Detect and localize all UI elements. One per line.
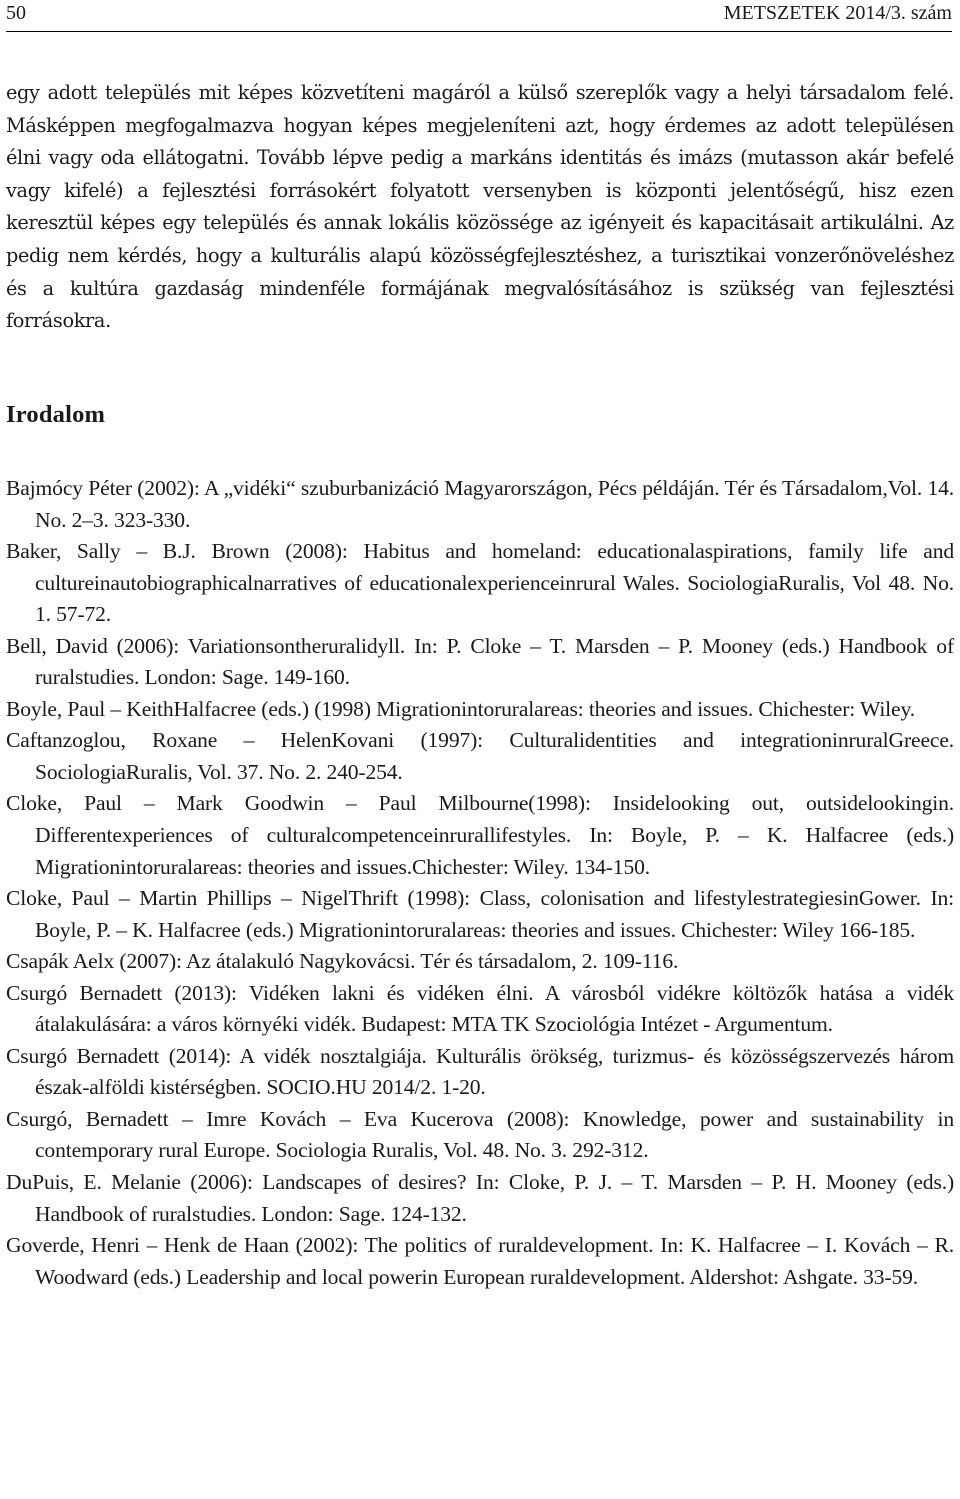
reference-item: Bajmócy Péter (2002): A „vidéki“ szuburbanizáció Magyarországon, Pécs példáján. Tér és Társadalom,Vol. 14. No. 2–3. 323-330. (6, 476, 954, 532)
paragraph: egy adott település mit képes közvetíteni magáról a külső szereplők vagy a helyi társadalom felé. Másképpen megfogalmazva hogyan képes megjeleníteni azt, hogy érdemes az adott településen élni vagy oda ellátogatni. Tovább lépve pedig a markáns identitás és imázs (mutasson akár befelé vagy kifelé) a fejlesztési forrásokért folyatott versenyben is központi jelentőségű, hisz ezen keresztül képes egy település és annak lokális közössége az igényeit és kapacitásait artikulálni. Az pedig nem kérdés, hogy a kulturális alapú közösségfejlesztéshez, a turisztikai vonzerőnöveléshez és a kultúra gazdaság mindenféle formájának megvalósításához is szükség van fejlesztési forrásokra. (6, 81, 954, 333)
reference-item: Csurgó Bernadett (2013): Vidéken lakni és vidéken élni. A városból vidékre költözők hatása a vidék átalakulására: a város környéki vidék. Budapest: MTA TK Szociológia Intézet - Argumentum. (6, 980, 954, 1037)
reference-item: DuPuis, E. Melanie (2006): Landscapes of desires? In: Cloke, P. J. – T. Marsden – P. H. Mooney (eds.) Handbook of ruralstudies. London: Sage. 124-132. (6, 1170, 954, 1226)
running-header (6, 0, 952, 32)
reference-item: Cloke, Paul – Mark Goodwin – Paul Milbourne(1998): Insidelooking out, outsidelookingin. Differentexperiences of culturalcompetenceinrurallifestyles. In: Boyle, P. – K. Halfacree (eds.) Migrationintoruralareas: theories and issues.Chichester: Wiley. 134-150. (6, 791, 954, 879)
reference-item: Bell, David (2006): Variationsontheruralidyll. In: P. Cloke – T. Marsden – P. Mooney (eds.) Handbook of ruralstudies. London: Sage. 149-160. (6, 633, 954, 690)
reference-item: Goverde, Henri – Henk de Haan (2002): The politics of ruraldevelopment. In: K. Halfacree – I. Kovách – R. Woodward (eds.) Leadership and local powerin European ruraldevelopment. Aldershot: Ashgate. 33-59. (6, 1233, 954, 1289)
section-heading: Irodalom (6, 401, 106, 428)
reference-item: Caftanzoglou, Roxane – HelenKovani (1997): Culturalidentities and integrationinruralGreece. SociologiaRuralis, Vol. 37. No. 2. 240-254. (6, 728, 954, 784)
reference-item: Boyle, Paul – KeithHalfacree (eds.) (1998) Migrationintoruralareas: theories and issues. Chichester: Wiley. (6, 696, 915, 721)
journal-title: METSZETEK 2014/3. szám (723, 2, 952, 24)
body-text (6, 77, 954, 338)
page-number: 50 (6, 2, 26, 24)
reference-item: Csurgó Bernadett (2014): A vidék nosztalgiája. Kulturális örökség, turizmus- és közösségszervezés három észak-alföldi kistérségben. SOCIO.HU 2014/2. 1-20. (6, 1043, 954, 1100)
reference-item: Csapák Aelx (2007): Az átalakuló Nagykovácsi. Tér és társadalom, 2. 109-116. (6, 949, 679, 974)
reference-item: Baker, Sally – B.J. Brown (2008): Habitus and homeland: educationalaspirations, family life and cultureinautobiographicalnarratives of educationalexperienceinrural Wales. SociologiaRuralis, Vol 48. No. 1. 57-72. (6, 539, 954, 627)
reference-item: Cloke, Paul – Martin Phillips – NigelThrift (1998): Class, colonisation and lifestylestrategiesinGower. In: Boyle, P. – K. Halfacree (eds.) Migrationintoruralareas: theories and issues. Chichester: Wiley 166-185. (6, 886, 954, 942)
reference-list (6, 473, 954, 1293)
reference-item: Csurgó, Bernadett – Imre Kovách – Eva Kucerova (2008): Knowledge, power and sustainability in contemporary rural Europe. Sociologia Ruralis, Vol. 48. No. 3. 292-312. (6, 1106, 954, 1163)
